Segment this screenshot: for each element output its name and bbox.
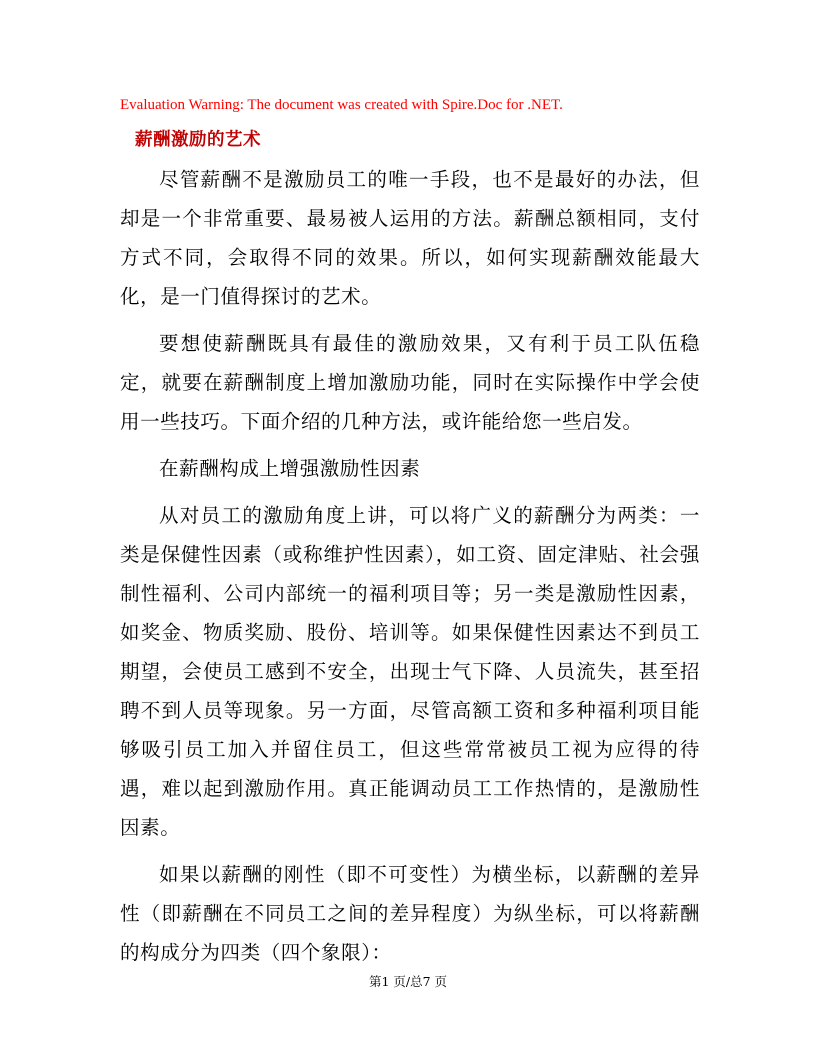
paragraph-purpose: 要想使薪酬既具有最佳的激励效果，又有利于员工队伍稳定，就要在薪酬制度上增加激励功能，同时在实际操作中学会使用一些技巧。下面介绍的几种方法，或许能给您一些启发。 xyxy=(120,332,700,433)
document-body xyxy=(120,160,700,972)
paragraph-factors: 从对员工的激励角度上讲，可以将广义的薪酬分为两类：一类是保健性因素（或称维护性因素），如工资、固定津贴、社会强制性福利、公司内部统一的福利项目等；另一类是激励性因素，如奖金、物质奖励、股份、培训等。如果保健性因素达不到员工期望，会使员工感到不安全，出现士气下降、人员流失，甚至招聘不到人员等现象。另一方面，尽管高额工资和多种福利项目能够吸引员工加入并留住员工，但这些常常被员工视为应得的待遇，难以起到激励作用。真正能调动员工工作热情的，是激励性因素。 xyxy=(120,504,700,839)
page-footer: 第1 页/总7 页 xyxy=(368,974,448,989)
section-heading: 在薪酬构成上增强激励性因素 xyxy=(159,457,421,480)
paragraph-intro: 尽管薪酬不是激励员工的唯一手段，也不是最好的办法，但却是一个非常重要、最易被人运用的方法。薪酬总额相同，支付方式不同，会取得不同的效果。所以，如何实现薪酬效能最大化，是一门值得探讨的艺术。 xyxy=(120,168,700,308)
document-title: 薪酬激励的艺术 xyxy=(135,130,261,150)
paragraph-quadrants: 如果以薪酬的刚性（即不可变性）为横坐标，以薪酬的差异性（即薪酬在不同员工之间的差异程度）为纵坐标，可以将薪酬的构成分为四类（四个象限）： xyxy=(120,863,700,964)
evaluation-warning: Evaluation Warning: The document was created with Spire.Doc for .NET. xyxy=(120,97,563,113)
